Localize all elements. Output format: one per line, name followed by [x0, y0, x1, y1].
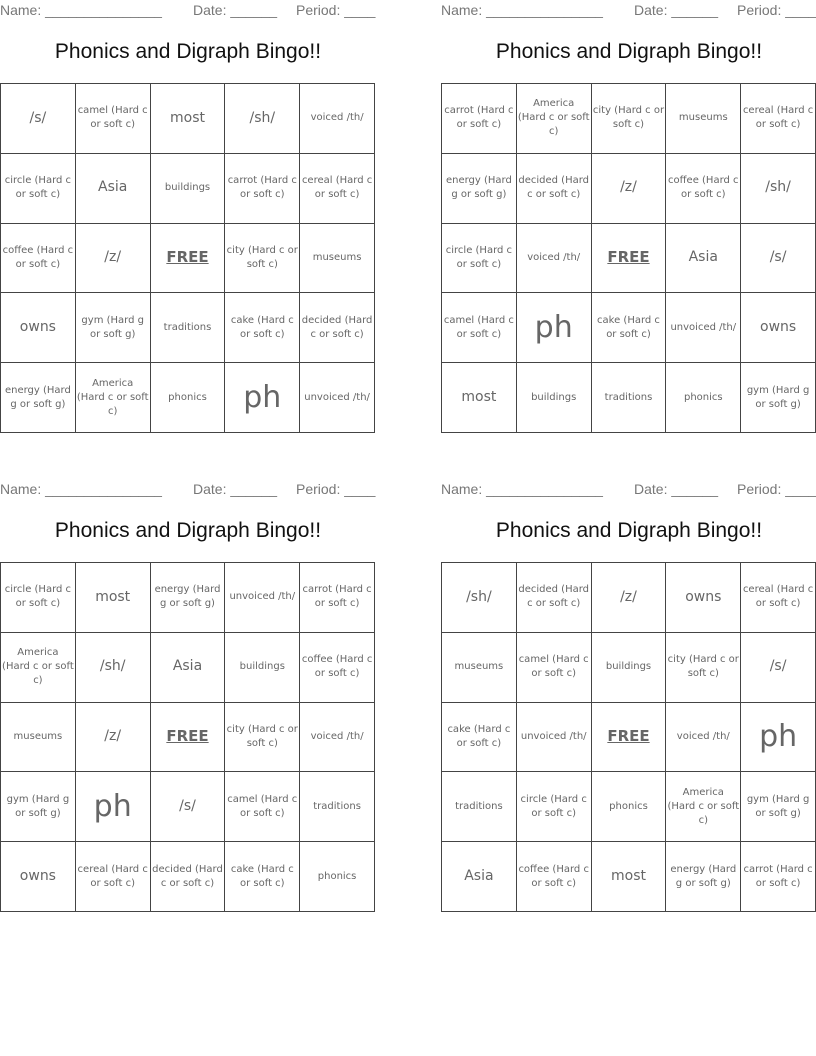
bingo-cell: Asia — [442, 842, 517, 912]
bingo-card-4 — [441, 479, 816, 919]
bingo-cell: most — [76, 563, 151, 633]
bingo-cell: Asia — [76, 154, 151, 224]
bingo-cell: /s/ — [1, 84, 76, 154]
bingo-cell: energy (Hard g or soft g) — [666, 842, 741, 912]
bingo-cell: /sh/ — [741, 154, 816, 224]
bingo-cell: /s/ — [741, 224, 816, 294]
bingo-cell: ph — [225, 363, 300, 433]
bingo-cell: /z/ — [76, 703, 151, 773]
bingo-cell: city (Hard c or soft c) — [592, 84, 667, 154]
bingo-cell: energy (Hard g or soft g) — [1, 363, 76, 433]
bingo-cell: America (Hard c or soft c) — [517, 84, 592, 154]
bingo-card-3 — [0, 479, 376, 919]
bingo-cell: /z/ — [76, 224, 151, 294]
bingo-cell: ph — [741, 703, 816, 773]
bingo-cell: ph — [76, 772, 151, 842]
name-field-label: Name: _______________ — [441, 481, 603, 497]
bingo-cell: city (Hard c or soft c) — [225, 224, 300, 294]
bingo-cell: circle (Hard c or soft c) — [1, 154, 76, 224]
bingo-cell: coffee (Hard c or soft c) — [300, 633, 375, 703]
bingo-cell: unvoiced /th/ — [666, 293, 741, 363]
bingo-cell: gym (Hard g or soft g) — [741, 363, 816, 433]
bingo-cell: carrot (Hard c or soft c) — [300, 563, 375, 633]
bingo-cell: energy (Hard g or soft g) — [442, 154, 517, 224]
bingo-cell: unvoiced /th/ — [300, 363, 375, 433]
bingo-cell: buildings — [592, 633, 667, 703]
bingo-cell: /s/ — [151, 772, 226, 842]
bingo-cell: /sh/ — [76, 633, 151, 703]
bingo-cell: cereal (Hard c or soft c) — [741, 563, 816, 633]
bingo-cell: city (Hard c or soft c) — [666, 633, 741, 703]
date-field-label: Date: ______ — [634, 481, 719, 497]
bingo-cell: voiced /th/ — [666, 703, 741, 773]
bingo-cell: traditions — [592, 363, 667, 433]
bingo-cell: owns — [1, 842, 76, 912]
bingo-cell: voiced /th/ — [300, 84, 375, 154]
period-field-label: Period: ____ — [737, 2, 816, 18]
bingo-cell: ph — [517, 293, 592, 363]
bingo-cell: decided (Hard c or soft c) — [517, 563, 592, 633]
bingo-cell: decided (Hard c or soft c) — [517, 154, 592, 224]
bingo-cell: unvoiced /th/ — [225, 563, 300, 633]
bingo-cell: circle (Hard c or soft c) — [442, 224, 517, 294]
bingo-cell: cake (Hard c or soft c) — [592, 293, 667, 363]
student-info-row — [441, 2, 816, 20]
bingo-cell: museums — [1, 703, 76, 773]
bingo-cell: camel (Hard c or soft c) — [517, 633, 592, 703]
bingo-card-1 — [0, 0, 376, 440]
bingo-cell: traditions — [300, 772, 375, 842]
name-field-label: Name: _______________ — [0, 2, 162, 18]
bingo-cell: America (Hard c or soft c) — [1, 633, 76, 703]
bingo-cell: phonics — [151, 363, 226, 433]
name-field-label: Name: _______________ — [0, 481, 162, 497]
bingo-cell: circle (Hard c or soft c) — [1, 563, 76, 633]
bingo-cell: circle (Hard c or soft c) — [517, 772, 592, 842]
bingo-cell: most — [151, 84, 226, 154]
bingo-grid — [441, 83, 816, 433]
bingo-cell: energy (Hard g or soft g) — [151, 563, 226, 633]
bingo-cell: /z/ — [592, 563, 667, 633]
bingo-cell: phonics — [300, 842, 375, 912]
period-field-label: Period: ____ — [296, 2, 376, 18]
date-field-label: Date: ______ — [634, 2, 719, 18]
free-space-cell: FREE — [592, 703, 667, 773]
card-title: Phonics and Digraph Bingo!! — [54, 40, 322, 63]
bingo-cell: most — [442, 363, 517, 433]
bingo-cell: Asia — [151, 633, 226, 703]
bingo-cell: voiced /th/ — [300, 703, 375, 773]
bingo-cell: America (Hard c or soft c) — [76, 363, 151, 433]
bingo-cell: carrot (Hard c or soft c) — [741, 842, 816, 912]
bingo-grid — [0, 83, 375, 433]
bingo-cell: unvoiced /th/ — [517, 703, 592, 773]
bingo-cell: coffee (Hard c or soft c) — [517, 842, 592, 912]
bingo-cell: /s/ — [741, 633, 816, 703]
bingo-cell: museums — [442, 633, 517, 703]
bingo-cell: museums — [300, 224, 375, 294]
bingo-cell: /z/ — [592, 154, 667, 224]
bingo-cell: camel (Hard c or soft c) — [442, 293, 517, 363]
bingo-cell: owns — [666, 563, 741, 633]
bingo-cell: cereal (Hard c or soft c) — [76, 842, 151, 912]
free-space-cell: FREE — [151, 224, 226, 294]
bingo-cell: Asia — [666, 224, 741, 294]
bingo-cell: decided (Hard c or soft c) — [151, 842, 226, 912]
bingo-cell: America (Hard c or soft c) — [666, 772, 741, 842]
bingo-cell: /sh/ — [225, 84, 300, 154]
bingo-cell: gym (Hard g or soft g) — [741, 772, 816, 842]
bingo-cell: owns — [1, 293, 76, 363]
name-field-label: Name: _______________ — [441, 2, 603, 18]
period-field-label: Period: ____ — [737, 481, 816, 497]
bingo-cell: cake (Hard c or soft c) — [225, 293, 300, 363]
bingo-cell: gym (Hard g or soft g) — [76, 293, 151, 363]
bingo-grid — [441, 562, 816, 912]
card-title: Phonics and Digraph Bingo!! — [495, 519, 763, 542]
bingo-cell: museums — [666, 84, 741, 154]
bingo-cell: buildings — [225, 633, 300, 703]
student-info-row — [441, 481, 816, 499]
free-space-cell: FREE — [592, 224, 667, 294]
card-title: Phonics and Digraph Bingo!! — [54, 519, 322, 542]
date-field-label: Date: ______ — [193, 481, 278, 497]
bingo-cell: voiced /th/ — [517, 224, 592, 294]
bingo-cell: phonics — [666, 363, 741, 433]
student-info-row — [0, 2, 376, 20]
bingo-cell: cake (Hard c or soft c) — [225, 842, 300, 912]
bingo-cell: carrot (Hard c or soft c) — [225, 154, 300, 224]
bingo-cell: gym (Hard g or soft g) — [1, 772, 76, 842]
bingo-cell: decided (Hard c or soft c) — [300, 293, 375, 363]
period-field-label: Period: ____ — [296, 481, 376, 497]
bingo-cell: buildings — [151, 154, 226, 224]
student-info-row — [0, 481, 376, 499]
bingo-cell: camel (Hard c or soft c) — [76, 84, 151, 154]
bingo-cell: /sh/ — [442, 563, 517, 633]
bingo-cell: cereal (Hard c or soft c) — [300, 154, 375, 224]
bingo-cell: camel (Hard c or soft c) — [225, 772, 300, 842]
date-field-label: Date: ______ — [193, 2, 278, 18]
bingo-cell: traditions — [442, 772, 517, 842]
bingo-cell: traditions — [151, 293, 226, 363]
bingo-card-2 — [441, 0, 816, 440]
bingo-cell: cake (Hard c or soft c) — [442, 703, 517, 773]
bingo-cell: owns — [741, 293, 816, 363]
bingo-cell: carrot (Hard c or soft c) — [442, 84, 517, 154]
free-space-cell: FREE — [151, 703, 226, 773]
bingo-cell: buildings — [517, 363, 592, 433]
bingo-cell: phonics — [592, 772, 667, 842]
bingo-cell: city (Hard c or soft c) — [225, 703, 300, 773]
bingo-cell: coffee (Hard c or soft c) — [1, 224, 76, 294]
bingo-grid — [0, 562, 375, 912]
bingo-cell: most — [592, 842, 667, 912]
bingo-cell: coffee (Hard c or soft c) — [666, 154, 741, 224]
bingo-cell: cereal (Hard c or soft c) — [741, 84, 816, 154]
card-title: Phonics and Digraph Bingo!! — [495, 40, 763, 63]
